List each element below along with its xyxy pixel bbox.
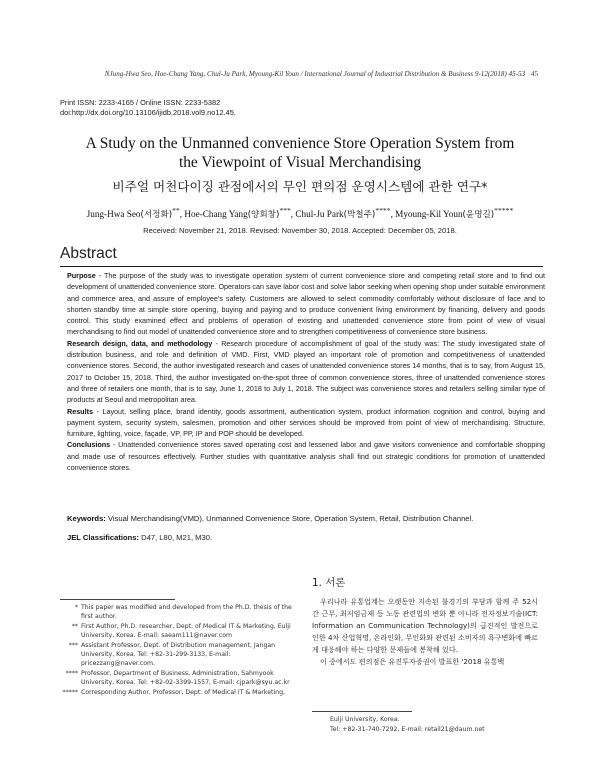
- keywords: Keywords: Visual Merchandising(VMD), Unmanned Convenience Store, Operation System, Retail, Distribution Channel.: [67, 514, 474, 523]
- doi-line: doi:http://dx.doi.org/10.13106/ijidb.2018.vol9.no12.45.: [60, 108, 236, 117]
- issn-line: Print ISSN: 2233-4165 / Online ISSN: 2233-5382: [60, 98, 221, 107]
- korean-title: 비주얼 머천다이징 관점에서의 무인 편의점 운영시스템에 관한 연구*: [112, 179, 488, 194]
- footnote-rule: [60, 599, 175, 600]
- introduction-body: [312, 596, 538, 668]
- received-dates: Received: November 21, 2018. Revised: November 30, 2018. Accepted: December 05, 2018.: [143, 226, 457, 235]
- paper-title: [40, 134, 560, 172]
- footnote-item: *** Assistant Professor, Dept. of Distribution management, Jangan University, Korea. Tel: +82-31-299-3133, E-mail: pricezzang@naver.com.: [68, 641, 276, 668]
- author-4: Myoung-Kil Youn(윤명길)*****: [395, 206, 514, 221]
- right-footnote-rule: [312, 711, 412, 712]
- jel-classifications: JEL Classifications: D47, L80, M21, M30.: [67, 533, 213, 542]
- footnote-item: **** Professor, Department of Business, Administration, Sahmyook University, Korea. Tel: +82-02-3399-1557, E-mail: cjpark@syu.ac.kr: [65, 669, 290, 687]
- author-list: [30, 206, 570, 220]
- footnote-item: * This paper was modified and developed from the Ph.D. thesis of the first author.: [74, 604, 292, 621]
- intro-paragraph-2: 이 중에서도 편의점은 유진투자증권이 발표한 '2018 유통백: [320, 657, 505, 666]
- section-heading: 1. 서론: [312, 577, 346, 589]
- right-footnote-line-1: Eulji University, Korea.: [330, 716, 400, 723]
- abstract-results: Results - Layout, selling place, brand identity, goods assortment, authentication system, product information cognition and control, buying and payment system, security system, salesmen, promotion and other services should be improved from point of view of merchandising. Structure, furniture, lighting, voice, façade, VP, PP, IP and POP should be developed.: [67, 406, 545, 439]
- abstract-body: [67, 270, 545, 473]
- running-header-text: NJung-Hwa Seo, Hoe-Chang Yang, Chul-Ju Park, Myoung-Kil Youn / International Journal of Industrial Distribution & Business 9-12(2018) 45-53: [104, 70, 526, 78]
- page-number: 45: [530, 70, 538, 78]
- intro-paragraph-1: 우리나라 유통업계는 오랫동안 지속된 불경기의 부담과 함께 주 52시간 근무, 최저임금제 등 노동 관련법의 변화 뿐 아니라 전자정보기술(ICT: Information an Communication Technology)의 급진적인 발전으로 인한 4차 산업혁명, 온라인화, 무인화와 관련된 소비자의 욕구변화에 빠르게 대응해야 하는 다양한 문제들에 봉착해 있다.: [312, 597, 538, 654]
- running-header: [60, 70, 538, 78]
- abstract-method: Research design, data, and methodology - Research procedure of accomplishment of goal of the study was: The study investigated state of distribution business, and role and definition of VMD. First, VMD played an important role of promotion and competitiveness of unattended convenience stores. Second, the author investigated research and cases of unattended convenience stores 14 months, that is to say, from August 15, 2017 to October 15, 2018. Third, the author investigated on-the-spot three of common convenience stores, three of unattended convenience stores and three of retailers one month, that is to say, June 1, 2018 to July 1, 2018. The subject was convenience stores and retailers selling similar type of products at Seoul and metropolitan area.: [67, 338, 546, 405]
- title-line-1: A Study on the Unmanned convenience Store Operation System from: [85, 135, 515, 152]
- abstract-conclusions: Conclusions - Unattended convenience stores saved operating cost and lessened labor and gave visitors convenience and comfortable shopping and made use of resources effectively. Further studies with quantitative analysis shall find out strategic conditions for promotion of unattended convenience stores.: [67, 440, 545, 473]
- abstract-purpose: Purpose - The purpose of the study was to investigate operation system of current convenience store and competing retail store and to find out development of unattended convenience store. Operators can save labor cost and solve labor seeking when opening shop under suitable environment and commerce area, and assure of employee's safety. Customers are allowed to select commodity comfortably without disclosure of face and to shorten standby time at simple store opening, buying and paying and to produce convenient living environment by financing, delivery and goods control. This study examined effect and problems of operation of existing and unattended convenience store from point of view of visual merchandising to find out model of unattended convenience store and to strengthen competitiveness of convenience store business.: [67, 271, 545, 337]
- issn-block: [60, 98, 236, 118]
- footnotes: [60, 603, 292, 697]
- right-footnote-line-2: Tel: +82-31-740-7292, E-mail: retail21@daum.net: [330, 725, 485, 733]
- author-3: Chul-Ju Park(박철주)****,: [295, 206, 396, 221]
- abstract-heading: Abstract: [60, 245, 117, 262]
- footnote-item: ***** Corresponding Author, Professor, Dept. of Medical IT & Marketing,: [62, 688, 285, 696]
- footnote-item: ** First Author, Ph.D. researcher, Dept. of Medical IT & Marketing, Eulji University, Korea. E-mail: saeam111@naver.com: [71, 622, 291, 640]
- abstract-rule: [60, 266, 543, 267]
- title-line-2: the Viewpoint of Visual Merchandising: [178, 154, 422, 171]
- author-1: Jung-Hwa Seo(서정화)**,: [86, 206, 185, 221]
- right-footnote: [330, 715, 485, 734]
- author-2: Hoe-Chang Yang(양회창)***,: [184, 206, 296, 221]
